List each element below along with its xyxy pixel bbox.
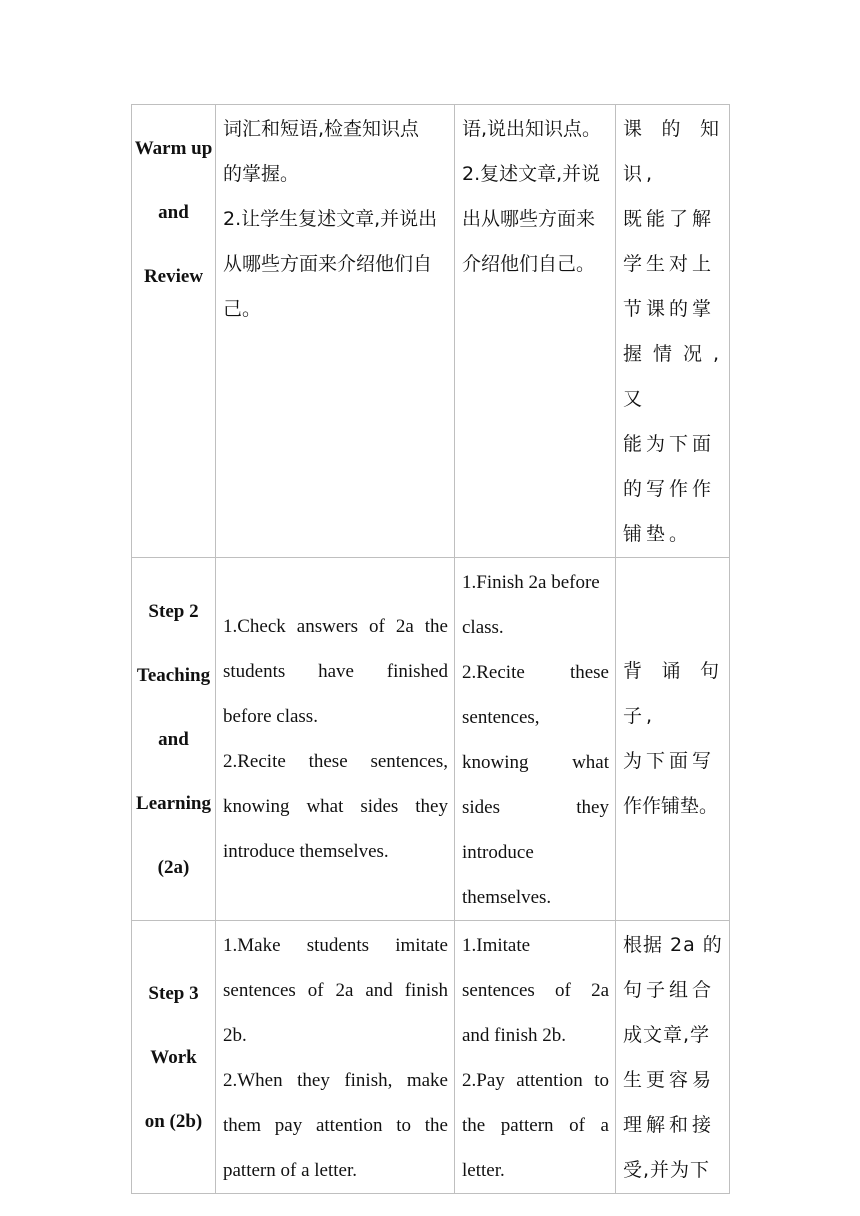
purpose-line: 既能了解 [623,208,716,230]
teacher-line: 的掌握。 [223,163,300,185]
purpose-cell [616,558,730,921]
purpose-line: 理解和接 [623,1114,716,1136]
student-line: knowing what [462,752,609,773]
student-line: 出从哪些方面来 [462,208,596,230]
purpose-line: 铺垫。 [623,523,693,545]
student-line: sentences of 2a [462,980,609,1001]
step-line: (2a) [157,856,190,878]
purpose-line: 句子组合 [623,979,716,1001]
student-line: 2.复述文章,并说 [462,163,601,185]
table-row [132,921,730,1194]
student-line: 1.Finish 2a before [462,572,600,593]
teacher-line: 1.Make students imitate [223,935,448,956]
teacher-line: 2.让学生复述文章,并说出 [223,208,438,230]
student-line: sides they [462,797,609,818]
teacher-line: 2.When they finish, make [223,1070,448,1091]
purpose-line: 握情况,又 [623,343,723,410]
step-cell [132,921,216,1194]
step-line: and [158,202,189,223]
teacher-line: 从哪些方面来介绍他们自 [223,253,433,275]
student-activity-cell [455,105,616,558]
purpose-line: 生更容易 [623,1069,716,1091]
student-line: class. [462,617,504,638]
teacher-line: students have finished [223,661,448,682]
lesson-plan-table [131,104,730,1194]
teacher-line: 1.Check answers of 2a the [223,616,448,637]
teacher-line: them pay attention to the [223,1115,448,1136]
step-line: on (2b) [144,1110,203,1132]
purpose-line: 学生对上 [623,253,716,275]
purpose-cell [616,921,730,1194]
student-activity-cell [455,558,616,921]
teacher-activity-cell [216,558,455,921]
teacher-activity-cell [216,105,455,558]
teacher-line: pattern of a letter. [223,1160,357,1181]
teacher-line: 2.Recite these sentences, [223,751,448,772]
purpose-line: 作作铺垫。 [623,795,719,817]
step-line: Step 2 [148,600,199,622]
teacher-activity-cell [216,921,455,1194]
purpose-line: 能为下面 [623,433,716,455]
purpose-cell [616,105,730,558]
purpose-line: 节课的掌 [623,298,716,320]
purpose-line: 的写作作 [623,478,716,500]
purpose-line: 为下面写 [623,750,716,772]
step-line: Step 3 [148,982,199,1004]
student-activity-cell [455,921,616,1194]
purpose-line: 课的知识, [623,118,723,185]
step-line: and [158,728,189,750]
table-row [132,558,730,921]
teacher-line: introduce themselves. [223,841,389,862]
purpose-line: 成文章,学 [623,1024,711,1046]
step-cell [132,558,216,921]
purpose-line: 根据 2a 的 [623,934,723,956]
step-line: Learning [136,792,211,814]
teacher-line: 词汇和短语,检查知识点 [223,118,420,140]
purpose-line: 背诵句子, [623,660,723,727]
student-line: introduce [462,842,534,863]
student-line: the pattern of a [462,1115,609,1136]
teacher-line: sentences of 2a and finish [223,980,448,1001]
student-line: 语,说出知识点。 [462,118,602,140]
student-line: 1.Imitate [462,935,531,956]
student-line: 2.Recite these [462,662,609,683]
student-line: letter. [462,1160,505,1181]
table-row [132,105,730,558]
step-line: Review [143,266,204,287]
student-line: 2.Pay attention to [462,1070,609,1091]
step-cell [132,105,216,558]
purpose-line: 受,并为下 [623,1159,711,1181]
teacher-line: 2b. [223,1025,247,1046]
student-line: and finish 2b. [462,1025,566,1046]
step-line: Work [150,1046,197,1068]
teacher-line: before class. [223,706,318,727]
student-line: themselves. [462,887,552,908]
step-line: Warm up [134,138,213,159]
teacher-line: 己。 [223,298,262,320]
student-line: 介绍他们自己。 [462,253,596,275]
teacher-line: knowing what sides they [223,796,448,817]
step-line: Teaching [136,664,211,686]
student-line: sentences, [462,707,540,728]
